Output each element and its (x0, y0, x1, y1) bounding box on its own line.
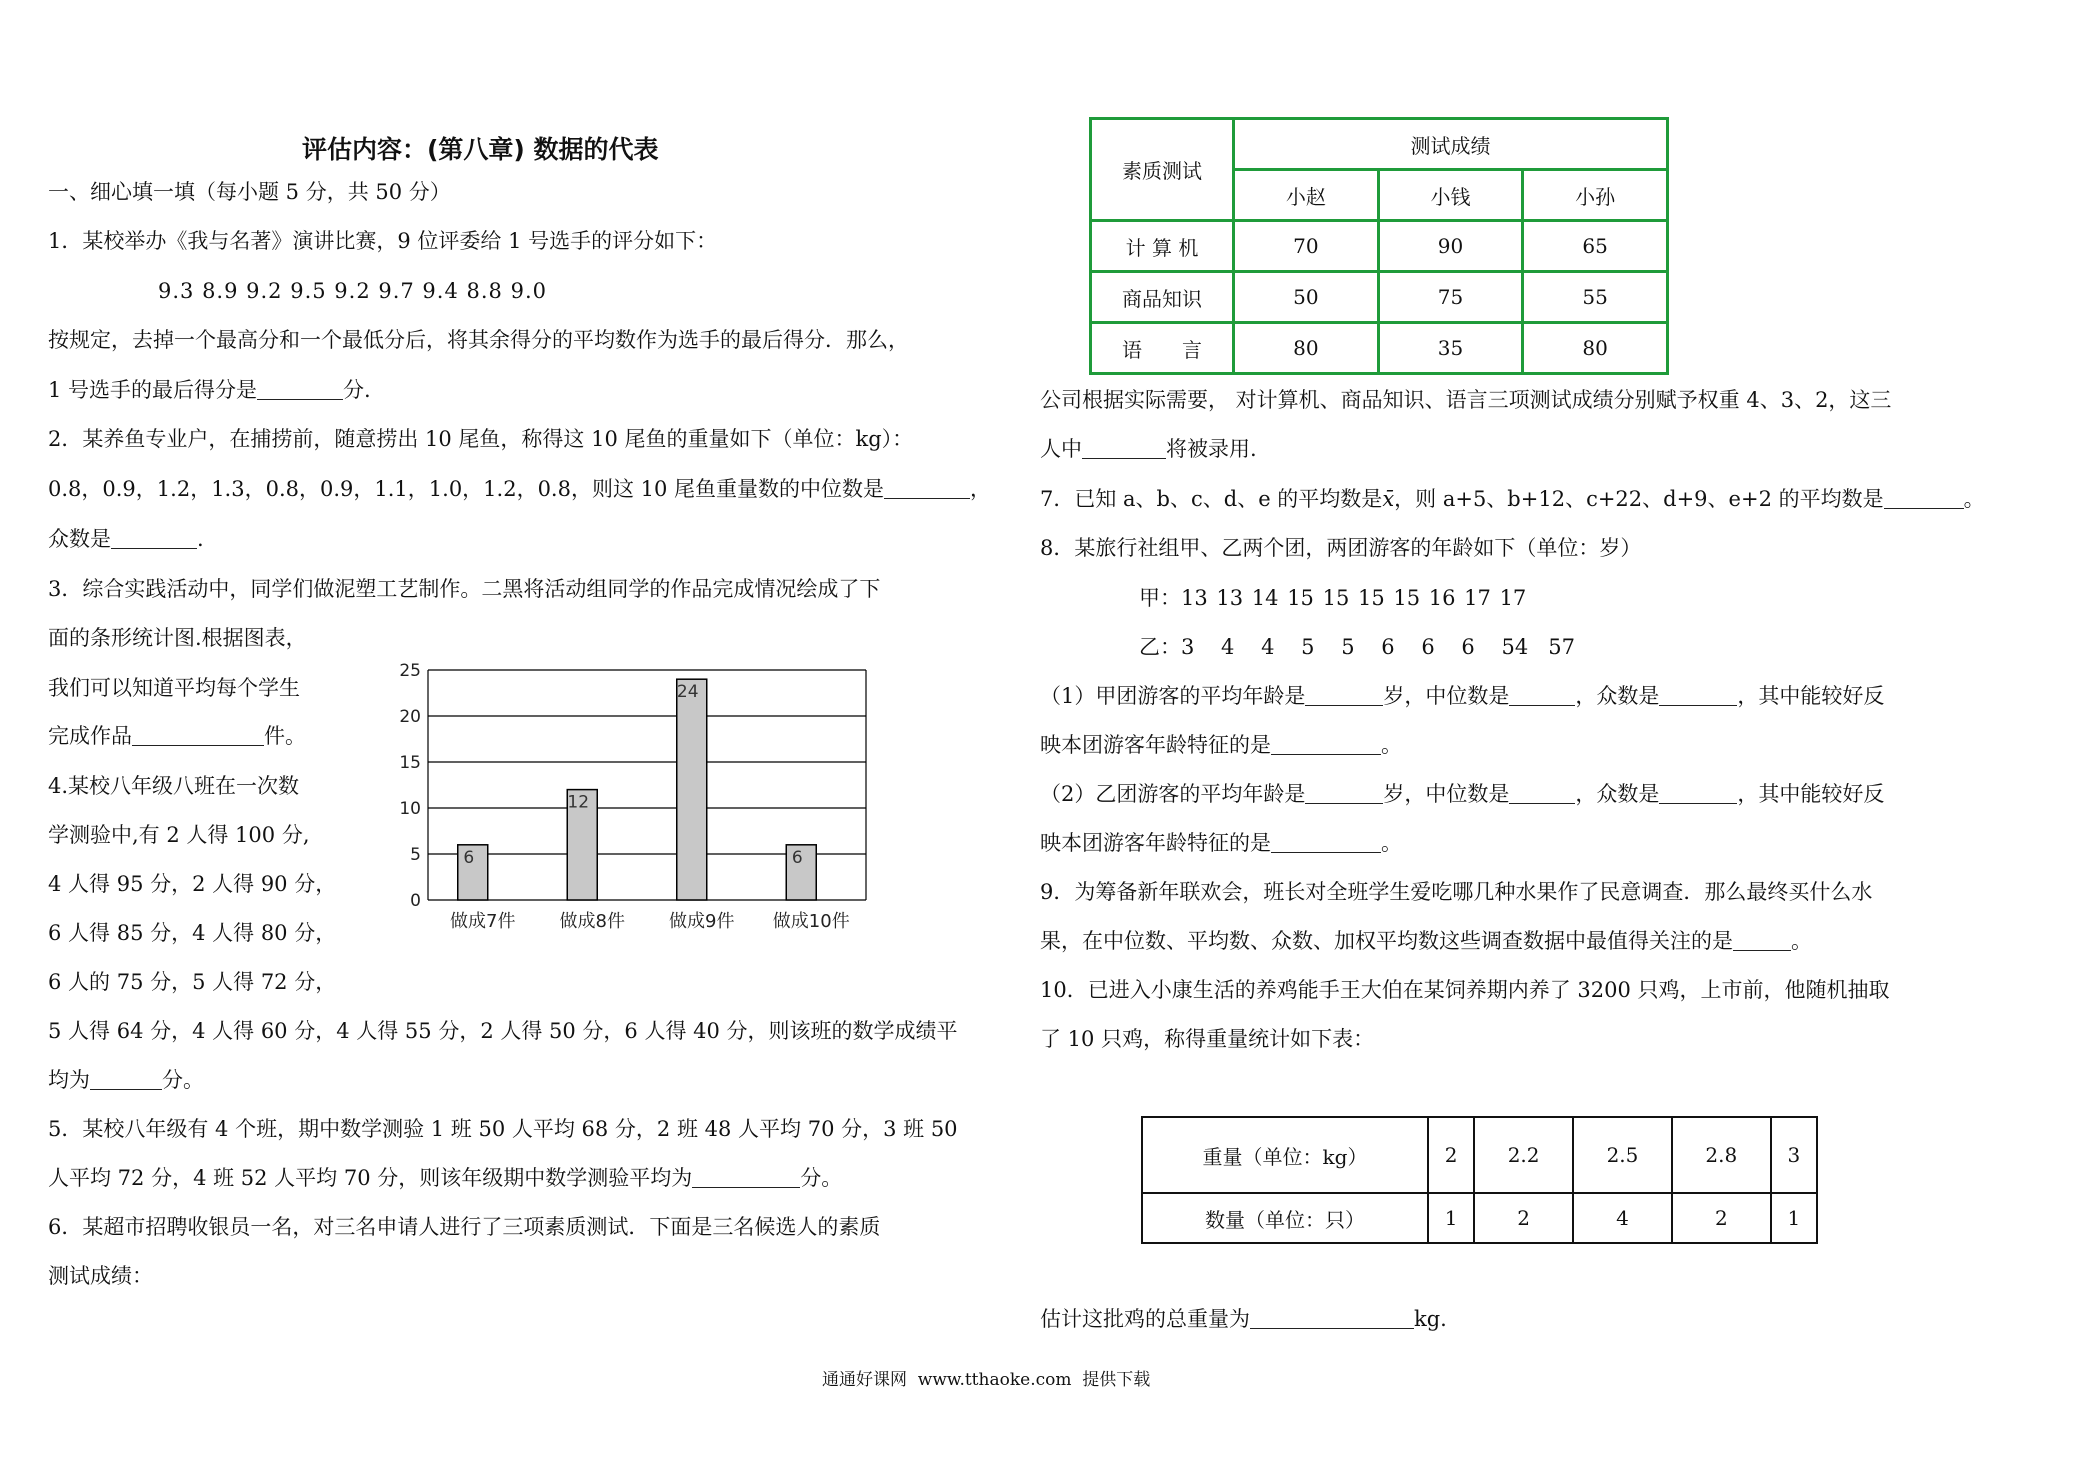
q10-cell: 2 (1428, 1117, 1474, 1193)
q6-score-table (1089, 117, 1669, 375)
q8-p2-end: 。 (1381, 831, 1402, 855)
q6-row-label: 语 言 (1091, 323, 1234, 374)
q8-p2-feature-blank[interactable] (1271, 832, 1381, 853)
q9-question (1040, 927, 1812, 956)
q6-answer-blank[interactable] (1082, 438, 1166, 459)
q10-cell: 2.2 (1474, 1117, 1573, 1193)
q7-end: 。 (1963, 487, 1985, 511)
q6-col-sun: 小孙 (1523, 170, 1668, 221)
q8-p1-text-5: 映本团游客年龄特征的是 (1040, 733, 1271, 757)
q7-text: 7．已知 a、b、c、d、e 的平均数是 (1040, 487, 1383, 511)
q6-cell: 90 (1378, 221, 1523, 272)
q1-rule: 按规定，去掉一个最高分和一个最低分后，将其余得分的平均数作为选手的最后得分．那么， (48, 328, 909, 352)
q6-cell: 50 (1234, 272, 1379, 323)
q8-p1-text: （1）甲团游客的平均年龄是 (1040, 684, 1306, 708)
q6-col-zhao: 小赵 (1234, 170, 1379, 221)
q1-scores: 9.3 8.9 9.2 9.5 9.2 9.7 9.4 8.8 9.0 (158, 279, 547, 303)
q2-mode (48, 525, 204, 554)
q8-p2-text-2: 岁，中位数是 (1383, 782, 1510, 806)
q4-text-5: 6 人的 75 分，5 人得 72 分， (48, 970, 337, 994)
q9-text: 9．为筹备新年联欢会，班长对全班学生爱吃哪几种水果作了民意调查．那么最终买什么水 (1040, 880, 1873, 904)
q1-answer-blank[interactable] (257, 379, 343, 400)
q4-text-6: 5 人得 64 分，4 人得 60 分，4 人得 55 分，2 人得 50 分，6 人得 40 分，则该班的数学成绩平 (48, 1019, 958, 1043)
q6-cell: 55 (1523, 272, 1668, 323)
q6-question (1040, 435, 1257, 464)
bar-data-label: 24 (676, 682, 699, 703)
q8-p1-text-3: ，众数是 (1575, 684, 1660, 708)
x-category-label: 做成8件 (559, 911, 625, 932)
q7-question (1040, 485, 1985, 514)
q4-text-3: 4 人得 95 分，2 人得 90 分， (48, 872, 337, 896)
q1-question (48, 376, 371, 405)
footer-source: 通通好课网 www.tthaoke.com 提供下载 (822, 1370, 1151, 1390)
q4-unit: 分。 (162, 1068, 204, 1092)
q4-question (48, 1066, 204, 1095)
q8-p1-mean-blank[interactable] (1305, 685, 1383, 706)
y-tick-label: 20 (399, 707, 421, 727)
q3-text-3: 我们可以知道平均每个学生 (48, 676, 300, 700)
q7-text-2: ，则 a+5、b+12、c+22、d+9、e+2 的平均数是 (1394, 487, 1884, 511)
q10-text: 10．已进入小康生活的养鸡能手王大伯在某饲养期内养了 3200 只鸡，上市前，他随机抽取 (1040, 978, 1890, 1002)
q8-p1-mode-blank[interactable] (1659, 685, 1737, 706)
q8-part1 (1040, 682, 1884, 711)
q6-table-corner: 素质测试 (1091, 119, 1234, 221)
q3-unit: 件。 (264, 724, 306, 748)
q2-mode-blank[interactable] (111, 528, 197, 549)
q4-answer-blank[interactable] (90, 1069, 162, 1090)
q6-col-qian: 小钱 (1378, 170, 1523, 221)
q8-p2-median-blank[interactable] (1509, 783, 1575, 804)
q2-text: 2．某养鱼专业户，在捕捞前，随意捞出 10 尾鱼，称得这 10 尾鱼的重量如下（单位：kg）： (48, 427, 914, 451)
q10-row1-label: 重量（单位：kg） (1142, 1117, 1428, 1193)
q8-part2-b (1040, 829, 1402, 858)
q10-weight-table (1141, 1116, 1818, 1244)
q4-text-2: 学测验中,有 2 人得 100 分, (48, 823, 310, 847)
q6-cell: 80 (1523, 323, 1668, 374)
bar-data-label: 6 (791, 847, 803, 868)
y-tick-label: 15 (399, 753, 421, 773)
q10-cell: 2.5 (1573, 1117, 1672, 1193)
q6-weights: 公司根据实际需要， 对计算机、商品知识、语言三项测试成绩分别赋予权重 4、3、2，这三 (1040, 388, 1892, 412)
q10-cell: 2 (1474, 1193, 1573, 1243)
q3-text-2: 面的条形统计图.根据图表， (48, 626, 307, 650)
q10-cell: 3 (1771, 1117, 1817, 1193)
q1-unit: 分. (343, 378, 371, 402)
q10-cell: 1 (1771, 1193, 1817, 1243)
y-tick-label: 0 (410, 891, 421, 911)
q8-text: 8．某旅行社组甲、乙两个团，两团游客的年龄如下（单位：岁） (1040, 536, 1642, 560)
q2-comma: ， (970, 477, 992, 501)
q6-question-text: 人中 (1040, 437, 1082, 461)
q6-cell: 75 (1378, 272, 1523, 323)
x-category-label: 做成9件 (669, 911, 735, 932)
q2-median-blank[interactable] (884, 478, 970, 499)
bar (677, 679, 707, 900)
q4-question-text: 均为 (48, 1068, 90, 1092)
q3-answer-blank[interactable] (132, 725, 264, 746)
bar-chart (380, 655, 890, 935)
q1-text: 1．某校举办《我与名著》演讲比赛，9 位评委给 1 号选手的评分如下： (48, 229, 718, 253)
q10-estimate (1040, 1305, 1447, 1334)
q8-jia-ages: 甲：13 13 14 15 15 15 15 16 17 17 (1139, 586, 1527, 610)
bar-data-label: 6 (463, 847, 475, 868)
q3-question-text: 完成作品 (48, 724, 132, 748)
q3-text: 3．综合实践活动中，同学们做泥塑工艺制作。二黑将活动组同学的作品完成情况绘成了下 (48, 577, 881, 601)
q8-p2-text-5: 映本团游客年龄特征的是 (1040, 831, 1271, 855)
q6-question-end: 将被录用. (1166, 437, 1257, 461)
q6-row-label: 商品知识 (1091, 272, 1234, 323)
q8-p1-text-2: 岁，中位数是 (1383, 684, 1510, 708)
q10-unit: kg. (1414, 1307, 1447, 1331)
q8-p2-text-3: ，众数是 (1575, 782, 1660, 806)
q8-p2-text: （2）乙团游客的平均年龄是 (1040, 782, 1306, 806)
y-tick-label: 25 (399, 661, 421, 681)
q5-text: 5．某校八年级有 4 个班，期中数学测验 1 班 50 人平均 68 分，2 班 48 人平均 70 分，3 班 50 (48, 1117, 958, 1141)
x-category-label: 做成7件 (450, 911, 516, 932)
q8-p1-feature-blank[interactable] (1271, 734, 1381, 755)
q1-question-text: 1 号选手的最后得分是 (48, 378, 258, 402)
q6-text-2: 测试成绩： (48, 1264, 153, 1288)
q2-data (48, 475, 991, 504)
q9-question-text: 果，在中位数、平均数、众数、加权平均数这些调查数据中最值得关注的是 (1040, 929, 1733, 953)
q5-unit: 分。 (800, 1166, 843, 1190)
q10-estimate-text: 估计这批鸡的总重量为 (1040, 1307, 1250, 1331)
q8-p2-text-4: ，其中能较好反 (1737, 782, 1885, 806)
q7-answer-blank[interactable] (1884, 488, 1964, 509)
q2-period: . (197, 527, 204, 551)
q6-table-group: 测试成绩 (1234, 119, 1668, 170)
bar-data-label: 12 (567, 792, 590, 813)
section-heading: 一、细心填一填（每小题 5 分，共 50 分） (48, 180, 451, 204)
page-title: 评估内容：(第八章) 数据的代表 (302, 135, 659, 164)
q8-p1-end: 。 (1381, 733, 1402, 757)
q8-part2 (1040, 780, 1884, 809)
q8-p2-mode-blank[interactable] (1659, 783, 1737, 804)
q10-text-2: 了 10 只鸡，称得重量统计如下表： (1040, 1027, 1375, 1051)
y-tick-label: 5 (410, 845, 421, 865)
q6-cell: 70 (1234, 221, 1379, 272)
q8-part1-b (1040, 731, 1402, 760)
q3-question (48, 722, 306, 751)
q8-p2-mean-blank[interactable] (1305, 783, 1383, 804)
q6-text: 6．某超市招聘收银员一名，对三名申请人进行了三项素质测试．下面是三名候选人的素质 (48, 1215, 881, 1239)
q5-question-text: 人平均 72 分，4 班 52 人平均 70 分，则该年级期中数学测验平均为 (48, 1166, 693, 1190)
q6-cell: 65 (1523, 221, 1668, 272)
q8-yi-ages: 乙：3 4 4 5 5 6 6 6 54 57 (1139, 635, 1575, 659)
y-tick-label: 10 (399, 799, 421, 819)
q5-question (48, 1164, 842, 1193)
q10-answer-blank[interactable] (1250, 1308, 1414, 1329)
q8-p1-median-blank[interactable] (1509, 685, 1575, 706)
q4-text-4: 6 人得 85 分，4 人得 80 分， (48, 921, 337, 945)
q10-cell: 2 (1672, 1193, 1771, 1243)
q10-cell: 1 (1428, 1193, 1474, 1243)
q8-p1-text-4: ，其中能较好反 (1737, 684, 1885, 708)
x-category-label: 做成10件 (772, 911, 850, 932)
q6-cell: 80 (1234, 323, 1379, 374)
q6-cell: 35 (1378, 323, 1523, 374)
q4-text-1: 4.某校八年级八班在一次数 (48, 774, 300, 798)
q9-answer-blank[interactable] (1733, 930, 1791, 951)
q5-answer-blank[interactable] (692, 1167, 800, 1188)
chart-bars (458, 679, 817, 900)
q2-mode-text: 众数是 (48, 527, 111, 551)
q10-cell: 4 (1573, 1193, 1672, 1243)
q9-end: 。 (1791, 929, 1812, 953)
q7-xbar: x̄ (1382, 487, 1395, 511)
q10-cell: 2.8 (1672, 1117, 1771, 1193)
q10-row2-label: 数量（单位：只） (1142, 1193, 1428, 1243)
q6-row-label: 计 算 机 (1091, 221, 1234, 272)
q2-data-text: 0.8，0.9，1.2，1.3，0.8，0.9，1.1，1.0，1.2，0.8，则这 10 尾鱼重量数的中位数是 (48, 477, 885, 501)
